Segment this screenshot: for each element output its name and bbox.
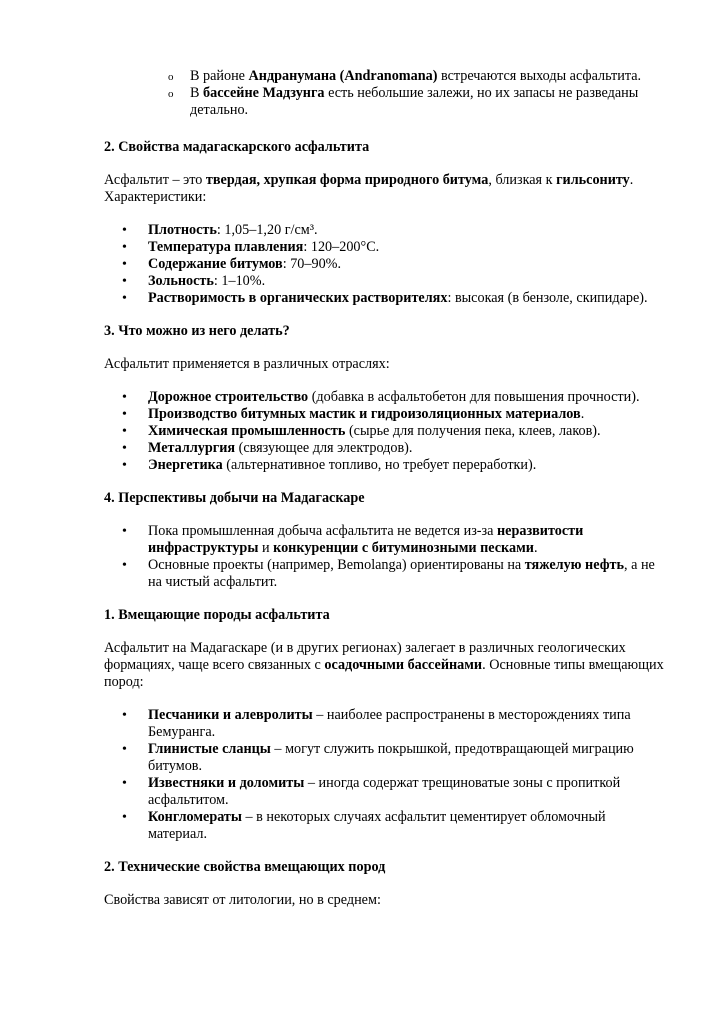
bullet-icon: • xyxy=(122,558,127,573)
bullet-icon: • xyxy=(122,524,127,539)
list-item: • Металлургия (связующее для электродов). xyxy=(122,440,413,456)
bold-term: Энергетика xyxy=(148,457,223,473)
bullet-icon: • xyxy=(122,708,127,723)
bold-term: Дорожное строительство xyxy=(148,389,309,405)
section-heading-host-rocks: 1. Вмещающие породы асфальтита xyxy=(104,607,330,623)
list-item: o В районе Андранумана (Andranomana) встречаются выходы асфальтита. xyxy=(168,68,642,84)
host-rocks-list xyxy=(104,707,664,843)
bullet-icon: • xyxy=(122,223,127,238)
bold-term: Зольность xyxy=(148,273,214,289)
list-item: • Производство битумных мастик и гидроизоляционных материалов. xyxy=(122,406,585,422)
prospects-list xyxy=(104,523,664,591)
bold-term: твердая, хрупкая форма природного битума xyxy=(205,172,489,188)
circle-bullet-icon: o xyxy=(168,71,174,83)
bold-term: Производство битумных мастик и гидроизоляционных материалов xyxy=(148,406,581,422)
bold-term: Металлургия xyxy=(148,440,236,456)
paragraph-host-rocks-intro: Асфальтит на Мадагаскаре (и в других регионах) залегает в различных геологических формациях, чаще всего связанных с осадочными бассейнами. Основные типы вмещающих пород: xyxy=(104,640,664,690)
bullet-icon: • xyxy=(122,390,127,405)
bullet-icon: • xyxy=(122,274,127,289)
bold-term: гильсониту xyxy=(556,172,630,188)
bullet-icon: • xyxy=(122,291,127,306)
bold-term: осадочными бассейнами xyxy=(324,657,483,673)
list-item: • Растворимость в органических растворителях: высокая (в бензоле, скипидаре). xyxy=(122,290,648,306)
bullet-icon: • xyxy=(122,776,127,791)
list-item: o В бассейне Мадзунга есть небольшие залежи, но их запасы не разведаны детально. xyxy=(168,85,639,118)
section-heading-properties: 2. Свойства мадагаскарского асфальтита xyxy=(104,139,370,155)
paragraph-technical-intro: Свойства зависят от литологии, но в среднем: xyxy=(104,892,381,908)
list-item: • Плотность: 1,05–1,20 г/см³. xyxy=(122,222,318,238)
andranomana-list xyxy=(104,68,664,119)
bold-term: Андранумана (Andranomana) xyxy=(248,68,438,84)
bold-term: Плотность xyxy=(148,222,217,238)
list-item: • Известняки и доломиты – иногда содержат трещиноватые зоны с пропиткой асфальтитом. xyxy=(122,775,621,808)
list-item: • Химическая промышленность (сырье для получения пека, клеев, лаков). xyxy=(122,423,601,439)
list-item: • Пока промышленная добыча асфальтита не ведется из-за неразвитости инфраструктуры и конкуренции с битуминозными песками. xyxy=(122,523,584,556)
bold-term: Известняки и доломиты xyxy=(148,775,305,791)
bullet-icon: • xyxy=(122,742,127,757)
uses-list xyxy=(104,389,664,474)
bold-term: Глинистые сланцы xyxy=(148,741,271,757)
bold-term: конкуренции с битуминозными песками xyxy=(273,540,534,556)
bold-term: тяжелую нефть xyxy=(524,557,624,573)
paragraph-uses-intro: Асфальтит применяется в различных отраслях: xyxy=(104,356,390,372)
bold-term: Растворимость в органических растворителях xyxy=(148,290,448,306)
list-item: • Конгломераты – в некоторых случаях асфальтит цементирует обломочный материал. xyxy=(122,809,606,842)
circle-bullet-icon: o xyxy=(168,88,174,100)
bold-term: бассейне Мадзунга xyxy=(203,85,325,101)
list-item: • Дорожное строительство (добавка в асфальтобетон для повышения прочности). xyxy=(122,389,640,405)
list-item: • Зольность: 1–10%. xyxy=(122,273,266,289)
list-item: • Песчаники и алевролиты – наиболее распространены в месторождениях типа Бемуранга. xyxy=(122,707,631,740)
properties-list xyxy=(104,222,664,307)
bold-term: Конгломераты xyxy=(148,809,242,825)
document-page xyxy=(104,68,664,909)
section-heading-uses: 3. Что можно из него делать? xyxy=(104,323,290,339)
bullet-icon: • xyxy=(122,240,127,255)
bullet-icon: • xyxy=(122,424,127,439)
section-heading-prospects: 4. Перспективы добычи на Мадагаскаре xyxy=(104,490,365,506)
bold-term: Химическая промышленность xyxy=(148,423,346,439)
bullet-icon: • xyxy=(122,458,127,473)
paragraph-properties-intro: Асфальтит – это твердая, хрупкая форма природного битума, близкая к гильсониту. Характеристики: xyxy=(104,172,634,205)
bold-term: Температура плавления xyxy=(148,239,304,255)
list-item: • Температура плавления: 120–200°C. xyxy=(122,239,380,255)
bullet-icon: • xyxy=(122,441,127,456)
bold-term: Содержание битумов xyxy=(148,256,283,272)
list-item: • Содержание битумов: 70–90%. xyxy=(122,256,342,272)
bold-term: Песчаники и алевролиты xyxy=(148,707,313,723)
bullet-icon: • xyxy=(122,407,127,422)
bold-term: неразвитости инфраструктуры xyxy=(148,523,584,556)
bullet-icon: • xyxy=(122,257,127,272)
bullet-icon: • xyxy=(122,810,127,825)
list-item: • Глинистые сланцы – могут служить покрышкой, предотвращающей миграцию битумов. xyxy=(122,741,634,774)
list-item: • Энергетика (альтернативное топливо, но требует переработки). xyxy=(122,457,537,473)
section-heading-technical-properties: 2. Технические свойства вмещающих пород xyxy=(104,859,386,875)
list-item: • Основные проекты (например, Bemolanga) ориентированы на тяжелую нефть, а не на чистый асфальтит. xyxy=(122,557,655,590)
